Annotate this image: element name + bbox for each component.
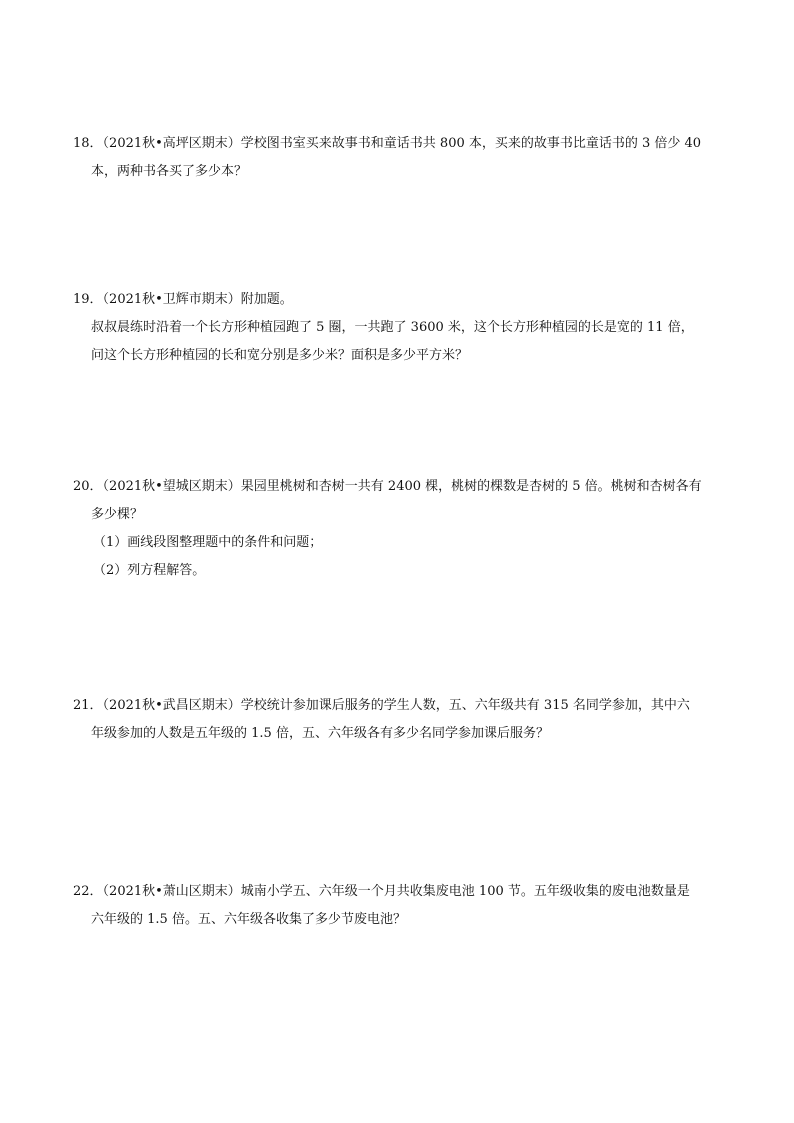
question-18-line-2: 本，两种书各买了多少本？	[91, 164, 248, 179]
question-22	[73, 878, 723, 934]
question-19-line-1: 19．（2021秋•卫辉市期末）附加题。	[73, 292, 293, 307]
question-20-line-2: 多少棵？	[91, 507, 144, 522]
question-20	[73, 473, 723, 585]
question-18-line-1: 18．（2021秋•高坪区期末）学校图书室买来故事书和童话书共 800 本，买来的故事书比童话书的 3 倍少 40	[73, 136, 702, 151]
question-19-line-3: 问这个长方形种植园的长和宽分别是多少米？面积是多少平方米？	[91, 348, 469, 363]
question-20-sub-2: （2）列方程解答。	[93, 563, 206, 578]
question-19	[73, 286, 723, 370]
question-19-line-2: 叔叔晨练时沿着一个长方形种植园跑了 5 圈，一共跑了 3600 米，这个长方形种植园的长是宽的 11 倍，	[91, 320, 694, 335]
question-22-line-1: 22．（2021秋•萧山区期末）城南小学五、六年级一个月共收集废电池 100 节。五年级收集的废电池数量是	[73, 884, 690, 899]
question-18	[73, 130, 723, 186]
question-20-sub-1: （1）画线段图整理题中的条件和问题；	[93, 535, 323, 550]
question-20-line-1: 20．（2021秋•望城区期末）果园里桃树和杏树一共有 2400 棵，桃树的棵数是杏树的 5 倍。桃树和杏树各有	[73, 479, 702, 494]
question-22-line-2: 六年级的 1.5 倍。五、六年级各收集了多少节废电池？	[91, 912, 406, 927]
question-21-line-2: 年级参加的人数是五年级的 1.5 倍，五、六年级各有多少名同学参加课后服务？	[91, 726, 549, 741]
question-21-line-1: 21．（2021秋•武昌区期末）学校统计参加课后服务的学生人数，五、六年级共有 315 名同学参加，其中六	[73, 698, 690, 713]
question-21	[73, 692, 723, 748]
